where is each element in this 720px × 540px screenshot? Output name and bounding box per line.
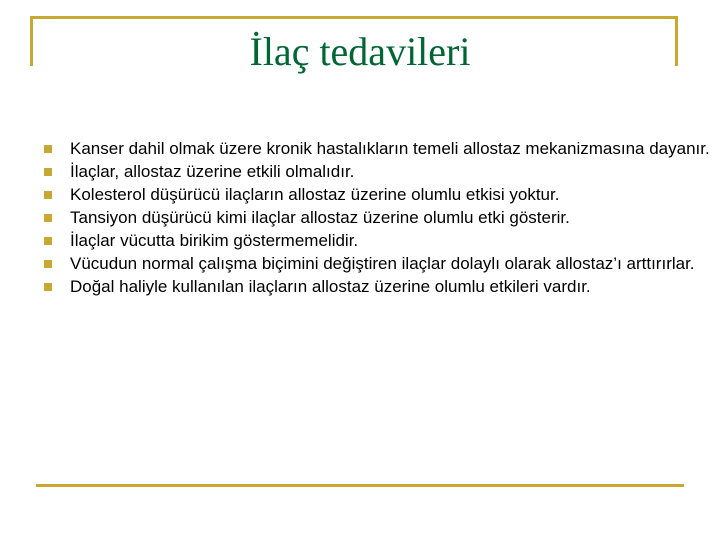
frame-top-rule bbox=[30, 16, 678, 19]
frame-bottom-rule bbox=[36, 484, 684, 487]
bullet-text: İlaçlar vücutta birikim göstermemelidir. bbox=[70, 231, 359, 250]
bullet-item bbox=[70, 252, 710, 275]
bullet-text: Kanser dahil olmak üzere kronik hastalıkların temeli allostaz mekanizmasına dayanır. bbox=[70, 139, 710, 158]
bullet-list bbox=[70, 137, 710, 298]
bullet-text: İlaçlar, allostaz üzerine etkili olmalıdır. bbox=[70, 162, 355, 181]
bullet-item bbox=[70, 229, 710, 252]
slide-title: İlaç tedavileri bbox=[249, 29, 471, 74]
square-bullet-icon bbox=[44, 168, 52, 176]
bullet-text: Doğal haliyle kullanılan ilaçların allostaz üzerine olumlu etkileri vardır. bbox=[70, 277, 591, 296]
square-bullet-icon bbox=[44, 237, 52, 245]
bullet-item bbox=[70, 275, 710, 298]
square-bullet-icon bbox=[44, 283, 52, 291]
bullet-text: Vücudun normal çalışma biçimini değiştiren ilaçlar dolaylı olarak allostaz’ı arttırırlar. bbox=[70, 254, 695, 273]
square-bullet-icon bbox=[44, 191, 52, 199]
bullet-item bbox=[70, 137, 710, 160]
square-bullet-icon bbox=[44, 145, 52, 153]
bullet-item bbox=[70, 160, 710, 183]
bullet-item bbox=[70, 183, 710, 206]
bullet-text: Kolesterol düşürücü ilaçların allostaz üzerine olumlu etkisi yoktur. bbox=[70, 185, 560, 204]
bullet-item bbox=[70, 206, 710, 229]
square-bullet-icon bbox=[44, 260, 52, 268]
square-bullet-icon bbox=[44, 214, 52, 222]
bullet-text: Tansiyon düşürücü kimi ilaçlar allostaz üzerine olumlu etki gösterir. bbox=[70, 208, 570, 227]
